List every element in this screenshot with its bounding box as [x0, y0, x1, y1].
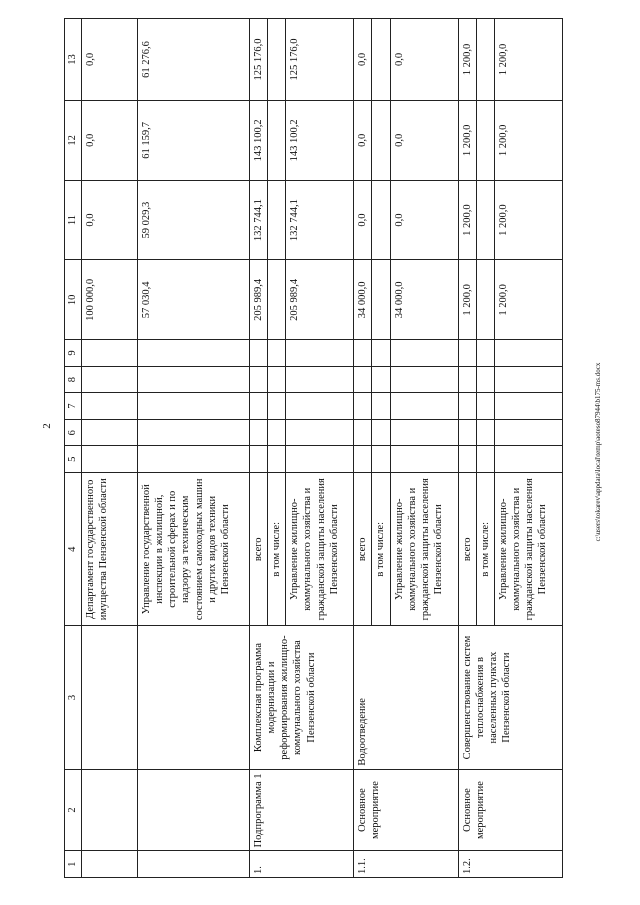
cell-empty [476, 419, 494, 446]
page-number: 2 [41, 423, 53, 429]
cell-value: 0,0 [82, 100, 138, 180]
table-row [354, 19, 372, 878]
cell-value: 0,0 [82, 19, 138, 101]
cell-empty [82, 366, 138, 393]
cell-value: 1 200,0 [494, 19, 562, 101]
cell-executor: в том числе: [372, 473, 390, 626]
cell-empty [286, 419, 354, 446]
cell-number [82, 851, 138, 878]
cell-empty [268, 340, 286, 367]
cell-executor: Управление жилищно-коммунального хозяйства и гражданской защиты населения Пензенской области [390, 473, 458, 626]
cell-value: 0,0 [354, 100, 372, 180]
cell-empty [390, 419, 458, 446]
cell-value: 61 276,6 [138, 19, 250, 101]
cell-empty [138, 393, 250, 420]
cell-name [82, 626, 138, 769]
cell-empty [476, 393, 494, 420]
col-num: 6 [65, 419, 82, 446]
cell-type [138, 769, 250, 851]
col-num: 5 [65, 446, 82, 473]
table-row [138, 19, 250, 878]
col-num: 9 [65, 340, 82, 367]
cell-executor: Управление жилищно-коммунального хозяйства и гражданской защиты населения Пензенской области [286, 473, 354, 626]
cell-empty [458, 393, 476, 420]
cell-value: 0,0 [390, 100, 458, 180]
cell-name [138, 626, 250, 769]
cell-name: Водоотведение [354, 626, 458, 769]
cell-executor: Управление государственной инспекции в жилищной, строительной сферах и по надзору за техническим состоянием самоходных машин и других видов техники Пензенской области [138, 473, 250, 626]
cell-empty [354, 419, 372, 446]
cell-number: 1.2. [458, 851, 562, 878]
cell-empty [494, 340, 562, 367]
cell-value [372, 19, 390, 101]
cell-empty [268, 393, 286, 420]
cell-empty [372, 393, 390, 420]
cell-executor: всего [354, 473, 372, 626]
cell-empty [354, 393, 372, 420]
column-number-row [65, 19, 82, 878]
col-num: 3 [65, 626, 82, 769]
cell-empty [390, 340, 458, 367]
cell-empty [286, 446, 354, 473]
cell-value: 143 100,2 [250, 100, 268, 180]
cell-empty [286, 366, 354, 393]
rotated-table-container [64, 18, 562, 878]
table-row [250, 19, 268, 878]
cell-empty [82, 419, 138, 446]
cell-value: 0,0 [390, 19, 458, 101]
cell-empty [250, 393, 268, 420]
cell-executor: Департамент государственного имущества Пензенской области [82, 473, 138, 626]
cell-empty [372, 419, 390, 446]
cell-value [372, 100, 390, 180]
cell-type [82, 769, 138, 851]
cell-empty [82, 340, 138, 367]
cell-empty [268, 366, 286, 393]
cell-empty [390, 366, 458, 393]
cell-number [138, 851, 250, 878]
cell-executor: всего [458, 473, 476, 626]
col-num: 11 [65, 180, 82, 260]
col-num: 10 [65, 260, 82, 340]
cell-value [476, 19, 494, 101]
cell-empty [250, 446, 268, 473]
cell-value: 205 989,4 [250, 260, 268, 340]
cell-value [372, 260, 390, 340]
cell-value [268, 260, 286, 340]
cell-value: 1 200,0 [458, 180, 476, 260]
cell-empty [82, 446, 138, 473]
cell-empty [458, 366, 476, 393]
cell-executor: всего [250, 473, 268, 626]
col-num: 4 [65, 473, 82, 626]
cell-type: Основное мероприятие [354, 769, 458, 851]
col-num: 2 [65, 769, 82, 851]
cell-empty [458, 446, 476, 473]
cell-empty [390, 393, 458, 420]
cell-empty [476, 340, 494, 367]
table-row [82, 19, 138, 878]
cell-empty [494, 419, 562, 446]
cell-value [268, 100, 286, 180]
cell-value: 100 000,0 [82, 260, 138, 340]
cell-empty [138, 366, 250, 393]
table-row [458, 19, 476, 878]
cell-empty [390, 446, 458, 473]
cell-value: 125 176,0 [250, 19, 268, 101]
col-num: 12 [65, 100, 82, 180]
cell-value: 132 744,1 [286, 180, 354, 260]
cell-empty [354, 366, 372, 393]
cell-empty [138, 446, 250, 473]
cell-empty [494, 366, 562, 393]
cell-empty [476, 366, 494, 393]
cell-empty [286, 393, 354, 420]
cell-empty [494, 393, 562, 420]
cell-empty [82, 393, 138, 420]
cell-empty [138, 419, 250, 446]
cell-value [476, 180, 494, 260]
cell-value: 1 200,0 [494, 100, 562, 180]
cell-value: 34 000,0 [354, 260, 372, 340]
cell-executor: в том числе: [476, 473, 494, 626]
cell-value: 1 200,0 [494, 180, 562, 260]
cell-value: 0,0 [390, 180, 458, 260]
cell-value: 1 200,0 [458, 100, 476, 180]
cell-empty [476, 446, 494, 473]
cell-empty [286, 340, 354, 367]
col-num: 7 [65, 393, 82, 420]
cell-empty [250, 340, 268, 367]
cell-number: 1.1. [354, 851, 458, 878]
cell-value [476, 260, 494, 340]
cell-name: Совершенствование систем теплоснабжения в населенных пунктах Пензенской области [458, 626, 562, 769]
cell-value: 61 159,7 [138, 100, 250, 180]
cell-value: 59 029,3 [138, 180, 250, 260]
col-num: 8 [65, 366, 82, 393]
cell-value: 0,0 [354, 180, 372, 260]
cell-value [476, 100, 494, 180]
cell-value: 1 200,0 [494, 260, 562, 340]
col-num: 1 [65, 851, 82, 878]
cell-empty [494, 446, 562, 473]
cell-empty [458, 340, 476, 367]
cell-value: 57 030,4 [138, 260, 250, 340]
cell-empty [138, 340, 250, 367]
cell-empty [372, 446, 390, 473]
cell-value: 205 989,4 [286, 260, 354, 340]
cell-value: 143 100,2 [286, 100, 354, 180]
cell-name: Комплексная программа модернизации и реформирования жилищно-коммунального хозяйства Пензенской области [250, 626, 354, 769]
cell-executor: в том числе: [268, 473, 286, 626]
cell-type: Основное мероприятие [458, 769, 562, 851]
cell-empty [458, 419, 476, 446]
cell-value: 125 176,0 [286, 19, 354, 101]
cell-empty [372, 340, 390, 367]
cell-value: 0,0 [82, 180, 138, 260]
cell-empty [250, 419, 268, 446]
footer-path-text: c:\users\tokarev\appdata\local\temp\aoteso87944\b175-ms.docx [594, 362, 602, 542]
cell-value: 1 200,0 [458, 260, 476, 340]
cell-value: 34 000,0 [390, 260, 458, 340]
cell-value: 0,0 [354, 19, 372, 101]
cell-type: Подпрограмма 1 [250, 769, 354, 851]
cell-empty [268, 419, 286, 446]
cell-value [268, 180, 286, 260]
cell-number: 1. [250, 851, 354, 878]
cell-value: 1 200,0 [458, 19, 476, 101]
col-num: 13 [65, 19, 82, 101]
cell-empty [250, 366, 268, 393]
cell-value: 132 744,1 [250, 180, 268, 260]
budget-table [64, 18, 563, 878]
cell-executor: Управление жилищно-коммунального хозяйства и гражданской защиты населения Пензенской области [494, 473, 562, 626]
cell-value [372, 180, 390, 260]
cell-empty [354, 340, 372, 367]
cell-empty [372, 366, 390, 393]
cell-value [268, 19, 286, 101]
cell-empty [354, 446, 372, 473]
cell-empty [268, 446, 286, 473]
